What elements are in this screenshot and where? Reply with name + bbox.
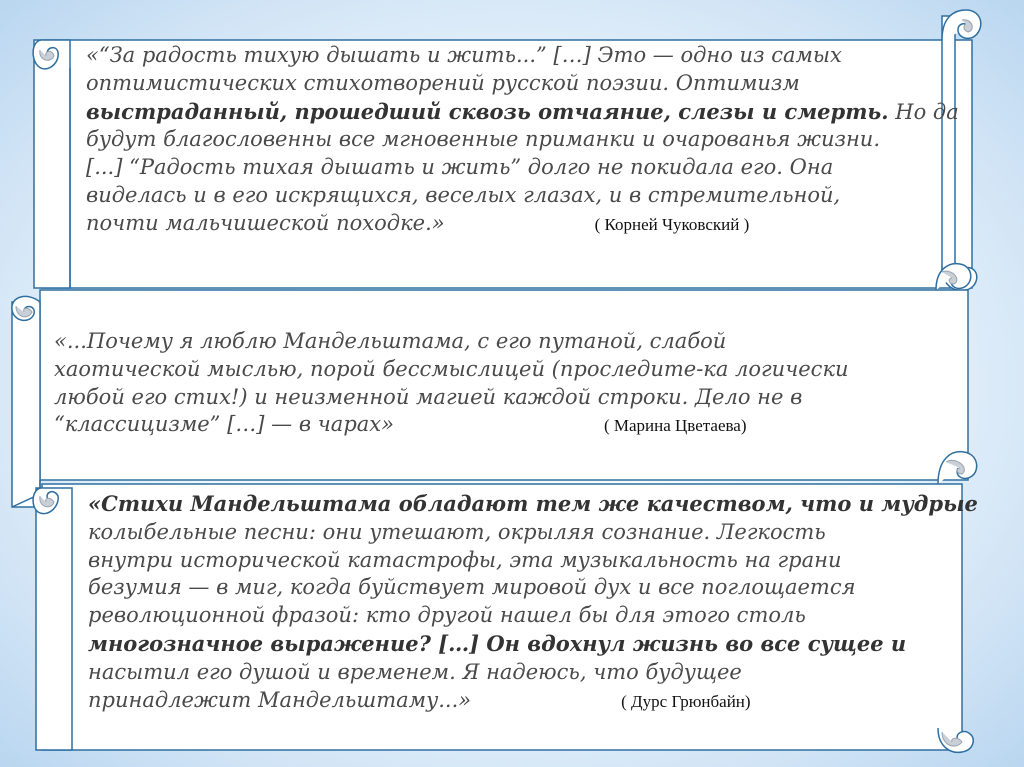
attribution-grunbein: ( Дурс Грюнбайн) [621,691,751,711]
quote-line: оптимистических стихотворений русской поэзии. Оптимизм [86,70,800,95]
quote-line: любой его стих!) и неизменной магией каждой строки. Дело не в [54,384,803,409]
quote-line: выстраданный, прошедший сквозь отчаяние, слезы и смерть. Но да [86,98,959,124]
quote-line: виделась и в его искрящихся, веселых глазах, и в стремительной, [86,182,841,207]
quote-line: безумия — в миг, когда буйствует мировой дух и все поглощается [88,575,856,600]
quote-line: хаотической мыслью, порой бессмыслицей (проследите-ка логически [54,356,849,381]
quote-line: будут благословенны все мгновенные приманки и очарованья жизни. [86,127,881,152]
quote-line: почти мальчишеской походке.» ( Корней Чуковский ) [86,210,750,235]
quote-line: «“За радость тихую дышать и жить...” […] Это — одно из самых [86,43,842,67]
quote-line: [...] “Радость тихая дышать и жить” долго не покидала его. Она [86,155,834,180]
quote-line: многозначное выражение? […] Он вдохнул жизнь во все сущее и [88,630,907,656]
quote-line: “классицизме” […] — в чарах» ( Марина Цветаева) [54,412,747,437]
quote-text-tsvetaeva [54,328,849,440]
scroll-card-grunbein [30,448,985,760]
quote-line: «...Почему я люблю Мандельштама, с его путаной, слабой [54,329,727,353]
quote-line: внутри исторической катастрофы, эта музыкальность на грани [88,547,842,572]
quote-text-grunbein [88,490,978,715]
quote-line: принадлежит Мандельштаму...» ( Дурс Грюнбайн) [88,687,751,712]
quote-text-chukovsky [86,42,959,239]
scroll-card-chukovsky [30,8,985,298]
quote-line: «Стихи Мандельштама обладают тем же качеством, что и мудрые [88,491,978,516]
quote-line: колыбельные песни: они утешают, окрыляя сознание. Легкость [88,519,826,544]
quote-line: насытил его душой и временем. Я надеюсь, что будущее [88,659,742,684]
attribution-tsvetaeva: ( Марина Цветаева) [603,416,747,436]
attribution-chukovsky: ( Корней Чуковский ) [594,214,750,234]
quote-line: революционной фразой: кто другой нашел бы для этого столь [88,603,806,628]
